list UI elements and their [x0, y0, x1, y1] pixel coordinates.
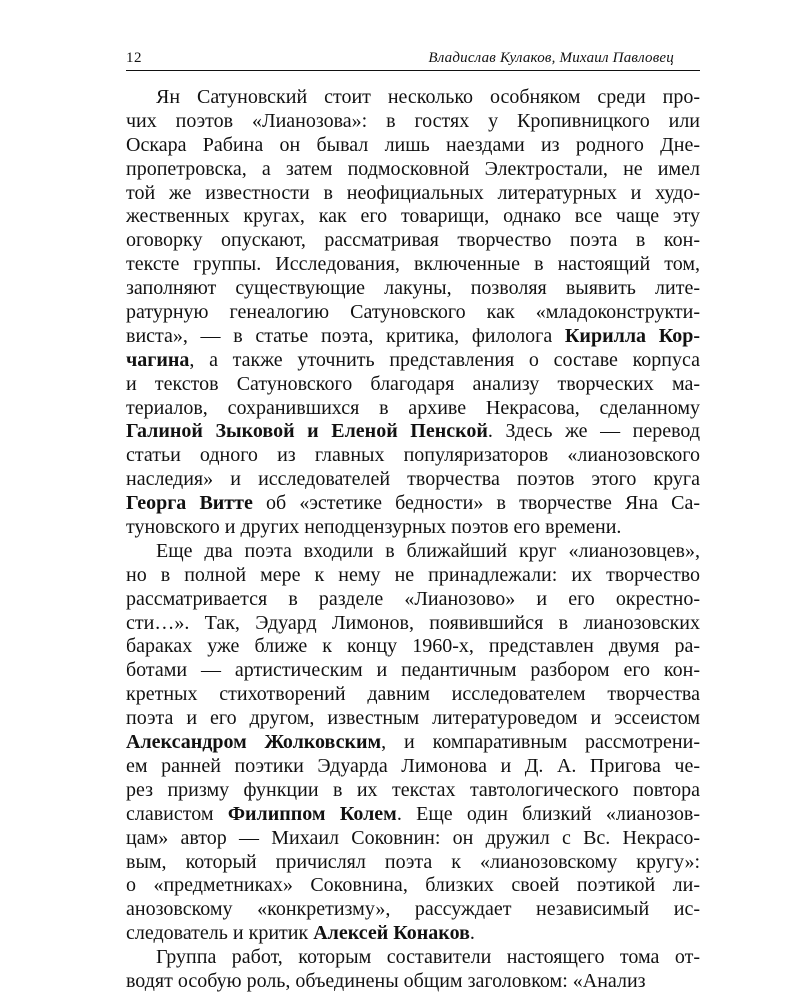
text-run: сти…». Так, Эдуард Лимонов, появившийся в лианозовских [126, 611, 700, 634]
text-run: туновского и других неподцензурных поэтов его времени. [126, 516, 622, 539]
text-line [126, 229, 700, 253]
text-run: об «эстетике бедности» в творчестве Яна Са- [252, 492, 701, 515]
text-run: водят особую роль, объединены общим заголовком: «Анализ [126, 969, 646, 992]
text-line [126, 134, 700, 158]
text-run: следователь и критик [126, 922, 314, 945]
text-line [126, 827, 700, 851]
text-run: наследия» и исследователей творчества поэтов этого круга [126, 468, 700, 491]
text-line [126, 755, 700, 779]
text-run: кретных стихотворений давним исследователем творчества [126, 683, 700, 706]
text-line [126, 277, 700, 301]
text-run: пропетровска, а затем подмосковной Электростали, не имел [126, 157, 700, 180]
text-run: тексте группы. Исследования, включенные в настоящий том, [126, 253, 700, 276]
author-name: Георга Витте [126, 492, 253, 515]
text-line [126, 325, 700, 349]
author-name: Александром Жолковским [126, 731, 382, 754]
text-run: . Здесь же — перевод [487, 420, 700, 443]
text-line [126, 540, 700, 564]
text-line [126, 635, 700, 659]
text-line [126, 253, 700, 277]
text-run: ем ранней поэтики Эдуарда Лимонова и Д. А. Пригова че- [126, 754, 700, 777]
text-run: поэта и его другом, известным литературоведом и эссеистом [126, 707, 700, 730]
text-run: той же известности в неофициальных литературных и худо- [126, 181, 700, 204]
text-run: рез призму функции в их текстах тавтологического повтора [126, 778, 700, 801]
text-run: рассматривается в разделе «Лианозово» и его окрестно- [126, 587, 700, 610]
text-line [126, 588, 700, 612]
author-name: Алексей Конаков [313, 922, 470, 945]
text-run: статьи одного из главных популяризаторов «лианозовского [126, 444, 700, 467]
text-run: заполняют существующие лакуны, позволяя выявить лите- [126, 277, 700, 300]
text-line [126, 731, 700, 755]
page-number: 12 [126, 50, 142, 66]
text-line [126, 182, 700, 206]
author-name: Кирилла Кор- [564, 324, 700, 347]
text-run: Оскара Рабина он бывал лишь наездами из родного Дне- [126, 133, 700, 156]
author-name: Галиной Зыковой и Еленой Пенской [126, 420, 488, 443]
text-run: , а также уточнить представления о составе корпуса [189, 348, 700, 371]
author-name: Филиппом Колем [227, 802, 397, 825]
text-line [126, 468, 700, 492]
text-line [126, 922, 700, 946]
text-line [126, 516, 700, 540]
text-run: . [469, 922, 475, 945]
text-line [126, 779, 700, 803]
text-run: чих поэтов «Лианозова»: в гостях у Кропивницкого или [126, 109, 700, 132]
text-line [126, 851, 700, 875]
text-line [126, 373, 700, 397]
text-run: ботами — артистическим и педантичным разбором его кон- [126, 659, 700, 682]
text-run: но в полной мере к нему не принадлежали: их творчество [126, 563, 700, 586]
text-run: бараках уже ближе к концу 1960-х, представлен двумя ра- [126, 635, 700, 658]
text-run: о «предметниках» Соковнина, близких своей поэтикой ли- [126, 874, 700, 897]
text-line [126, 683, 700, 707]
text-line [126, 803, 700, 827]
text-run: анозовскому «конкретизму», рассуждает независимый ис- [126, 898, 700, 921]
text-line [126, 301, 700, 325]
text-run: Еще два поэта входили в ближайший круг «лианозовцев», [156, 539, 700, 562]
text-line [126, 420, 700, 444]
text-run: и текстов Сатуновского благодаря анализу творческих ма- [126, 372, 700, 395]
author-name: чагина [126, 348, 190, 371]
text-line [126, 898, 700, 922]
text-run: виста», — в статье поэта, критика, филолога [126, 324, 565, 347]
text-run: славистом [126, 802, 228, 825]
text-run: , и компаративным рассмотрени- [381, 731, 700, 754]
text-run: жественных кругах, как его товарищи, однако все чаще эту [126, 205, 700, 228]
text-line [126, 444, 700, 468]
text-run: вым, который причислял поэта к «лианозовскому кругу»: [126, 850, 700, 873]
text-line [126, 970, 700, 994]
text-line [126, 158, 700, 182]
text-line [126, 492, 700, 516]
text-run: цам» автор — Михаил Соковнин: он дружил с Вс. Некрасо- [126, 826, 700, 849]
text-line [126, 205, 700, 229]
text-line [126, 564, 700, 588]
text-line [126, 707, 700, 731]
text-line [126, 612, 700, 636]
text-line [126, 349, 700, 373]
text-line [126, 86, 700, 110]
page-header [126, 48, 700, 71]
text-run: Группа работ, которым составители настоящего тома от- [156, 946, 700, 969]
text-run: ратурную генеалогию Сатуновского как «младоконструкти- [126, 301, 700, 324]
text-line [126, 946, 700, 970]
text-line [126, 874, 700, 898]
text-run: . Еще один близкий «лианозов- [396, 802, 701, 825]
body-text [126, 86, 700, 994]
text-line [126, 397, 700, 421]
running-head-authors: Владислав Кулаков, Михаил Павловец [428, 50, 674, 66]
text-run: териалов, сохранившихся в архиве Некрасова, сделанному [126, 396, 700, 419]
text-line [126, 110, 700, 134]
text-line [126, 659, 700, 683]
text-run: Ян Сатуновский стоит несколько особняком среди про- [156, 86, 700, 108]
text-run: оговорку опускают, рассматривая творчество поэта в кон- [126, 229, 700, 252]
